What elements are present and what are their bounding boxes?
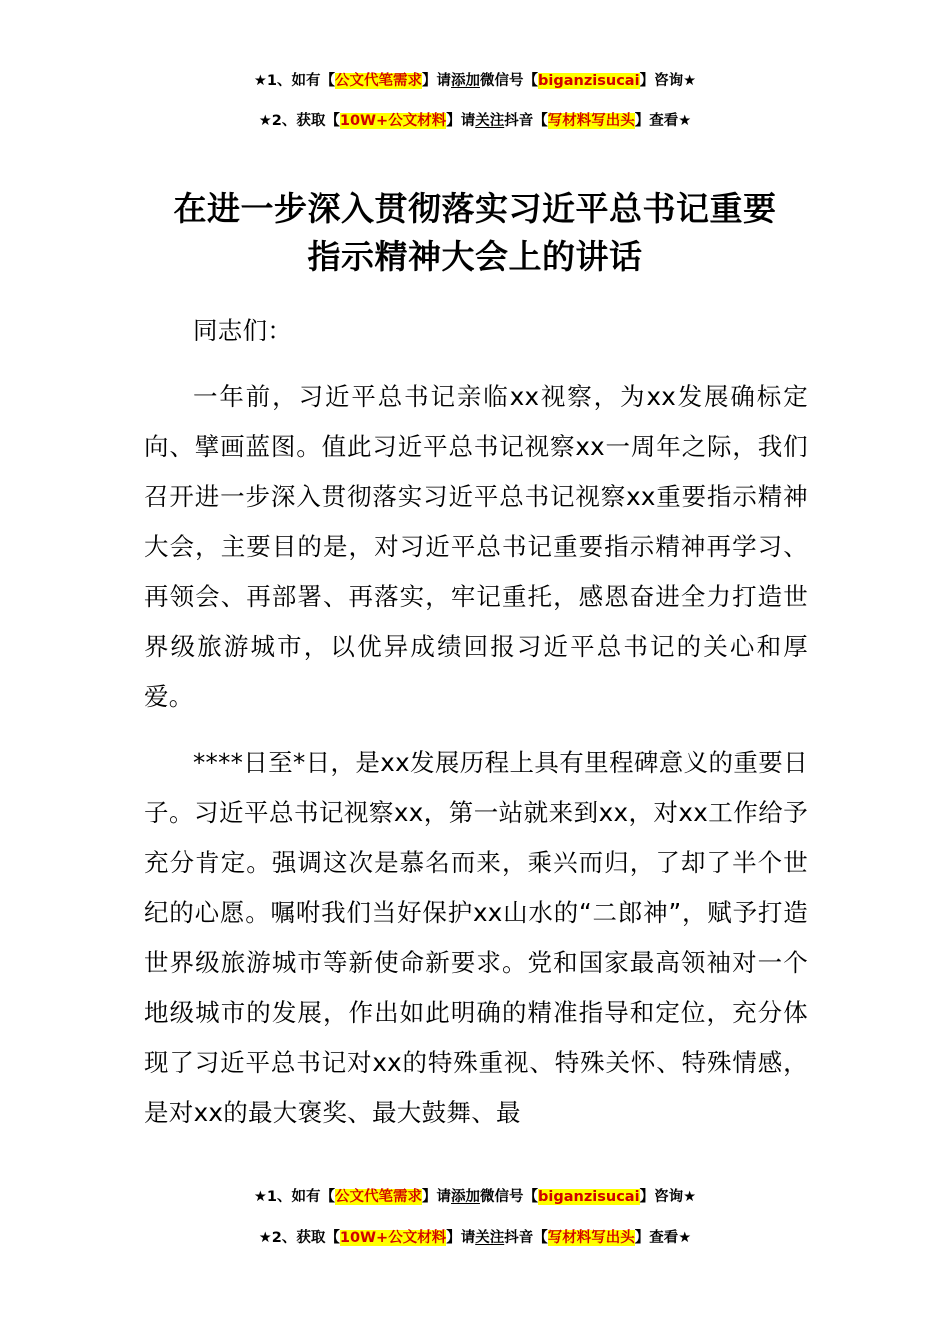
banner-highlight: 10W+公文材料 bbox=[339, 1230, 447, 1246]
star-icon: ★ bbox=[253, 1189, 267, 1205]
banner-text: 微信号【 bbox=[480, 73, 539, 89]
wechat-id-highlight: biganzisucai bbox=[538, 1189, 640, 1205]
banner-text: 2、获取【 bbox=[271, 1230, 340, 1246]
banner-text: 】查看★ bbox=[634, 1230, 692, 1246]
star-icon: ★ bbox=[253, 73, 267, 89]
salutation: 同志们： bbox=[193, 316, 293, 345]
banner-highlight: 公文代笔需求 bbox=[335, 73, 423, 89]
paragraph-2: ****日至*日，是xx发展历程上具有里程碑意义的重要日子。习近平总书记视察xx，第一站就来到xx，对xx工作给予充分肯定。强调这次是慕名而来，乘兴而归，了却了半个世纪的心愿。嘱咐我们当好保护xx山水的“二郎神”，赋予打造世界级旅游城市等新使命新要求。党和国家最高领袖对一个地级城市的发展，作出如此明确的精准指导和定位，充分体现了习近平总书记对xx的特殊重视、特殊关怀、特殊情感，是对xx的最大褒奖、最大鼓舞、最 bbox=[144, 748, 808, 1127]
douyin-highlight: 写材料写出头 bbox=[547, 113, 635, 129]
banner-text: 1、如有【 bbox=[266, 73, 336, 89]
banner-text: 抖音【 bbox=[504, 113, 548, 129]
star-icon: ★ bbox=[258, 1230, 272, 1246]
banner-text: 】查看★ bbox=[634, 113, 692, 129]
banner-text: 微信号【 bbox=[480, 1189, 539, 1205]
banner-text: 2、获取【 bbox=[271, 113, 340, 129]
banner-text: 】请 bbox=[446, 1230, 476, 1246]
document-title bbox=[0, 185, 950, 281]
banner-emphasis: 添加 bbox=[451, 73, 481, 89]
banner-emphasis: 关注 bbox=[475, 1230, 505, 1246]
title-line-2: 指示精神大会上的讲话 bbox=[307, 237, 643, 276]
douyin-highlight: 写材料写出头 bbox=[547, 1230, 635, 1246]
bottom-banner-line-1 bbox=[0, 1185, 950, 1209]
banner-text: 】请 bbox=[422, 73, 452, 89]
banner-highlight: 10W+公文材料 bbox=[339, 113, 447, 129]
banner-highlight: 公文代笔需求 bbox=[335, 1189, 423, 1205]
banner-text: 】咨询★ bbox=[639, 1189, 697, 1205]
document-body bbox=[144, 306, 808, 1138]
bottom-banner-line-2 bbox=[0, 1226, 950, 1250]
banner-text: 】请 bbox=[422, 1189, 452, 1205]
banner-emphasis: 关注 bbox=[475, 113, 505, 129]
banner-emphasis: 添加 bbox=[451, 1189, 481, 1205]
top-banner-line-1 bbox=[0, 69, 950, 93]
banner-text: 1、如有【 bbox=[266, 1189, 336, 1205]
paragraph-1: 一年前，习近平总书记亲临xx视察，为xx发展确标定向、擘画蓝图。值此习近平总书记视察xx一周年之际，我们召开进一步深入贯彻落实习近平总书记视察xx重要指示精神大会，主要目的是，对习近平总书记重要指示精神再学习、再领会、再部署、再落实，牢记重托，感恩奋进全力打造世界级旅游城市，以优异成绩回报习近平总书记的关心和厚爱。 bbox=[144, 382, 808, 711]
star-icon: ★ bbox=[258, 113, 272, 129]
banner-text: 】咨询★ bbox=[639, 73, 697, 89]
banner-text: 抖音【 bbox=[504, 1230, 548, 1246]
wechat-id-highlight: biganzisucai bbox=[538, 73, 640, 89]
title-line-1: 在进一步深入贯彻落实习近平总书记重要 bbox=[173, 189, 777, 228]
top-banner-line-2 bbox=[0, 109, 950, 133]
banner-text: 】请 bbox=[446, 113, 476, 129]
